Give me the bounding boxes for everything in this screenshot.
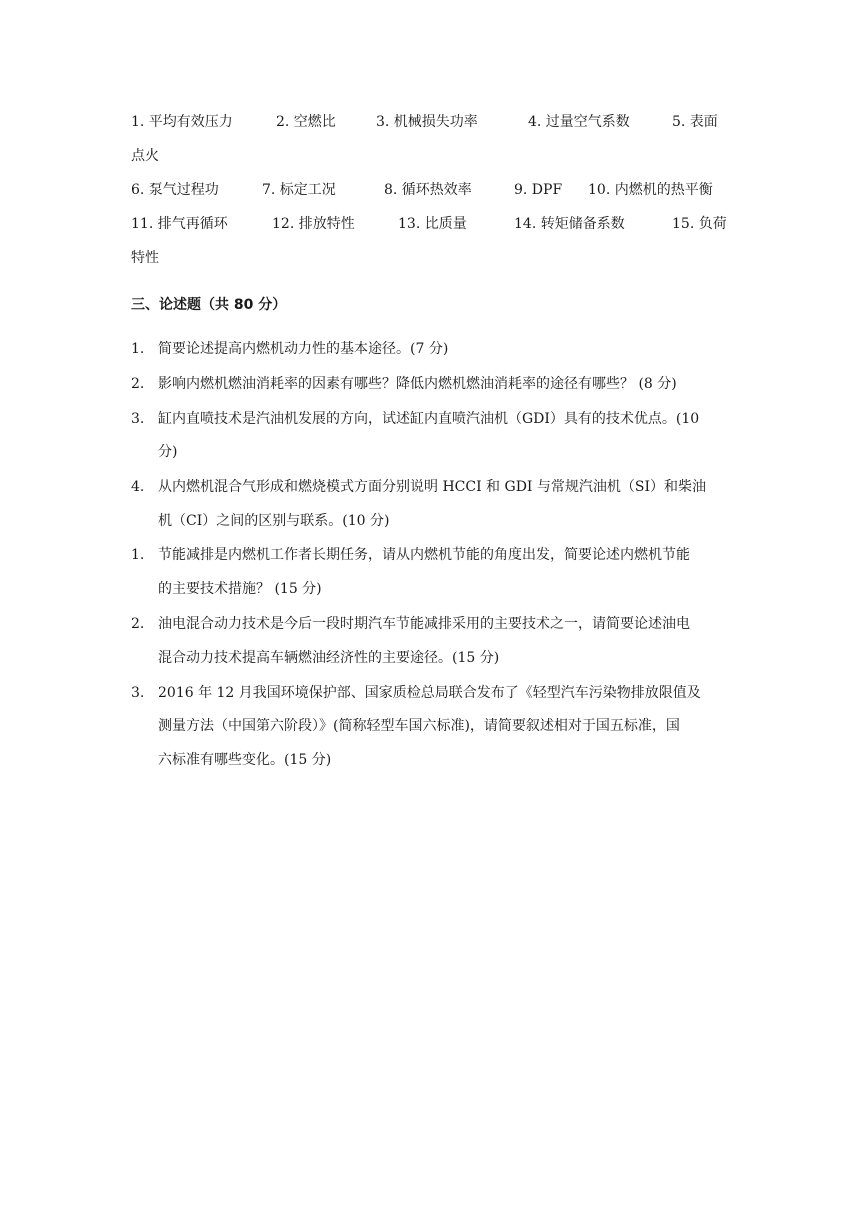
question-text-continued: 的主要技术措施？ (15 分) bbox=[158, 581, 322, 597]
term-13: 13. 比质量 bbox=[398, 216, 467, 232]
term-1: 1. 平均有效压力 bbox=[131, 114, 233, 130]
term-9: 9. DPF bbox=[514, 182, 563, 198]
question-number: 1. bbox=[131, 547, 145, 563]
term-5: 5. 表面 bbox=[672, 114, 718, 130]
term-15: 15. 负荷 bbox=[672, 216, 727, 232]
question-number: 4. bbox=[131, 479, 145, 495]
question-number: 3. bbox=[131, 411, 145, 427]
question-text: 缸内直喷技术是汽油机发展的方向，试述缸内直喷汽油机（GDI）具有的技术优点。(10 bbox=[158, 411, 700, 427]
question-number: 2. bbox=[131, 376, 145, 392]
question-text: 简要论述提高内燃机动力性的基本途径。(7 分) bbox=[158, 341, 449, 357]
term-11: 11. 排气再循环 bbox=[131, 216, 228, 232]
question-number: 1. bbox=[131, 341, 145, 357]
term-15-continued: 特性 bbox=[131, 250, 159, 266]
section-heading: 三、论述题（共 80 分） bbox=[131, 297, 287, 313]
term-5-continued: 点火 bbox=[131, 148, 159, 164]
question-text: 节能减排是内燃机工作者长期任务，请从内燃机节能的角度出发，简要论述内燃机节能 bbox=[158, 547, 690, 563]
question-text: 2016 年 12 月我国环境保护部、国家质检总局联合发布了《轻型汽车污染物排放限值及 bbox=[158, 685, 701, 701]
question-text: 从内燃机混合气形成和燃烧模式方面分别说明 HCCI 和 GDI 与常规汽油机（SI）和柴油 bbox=[158, 479, 707, 495]
question-text-continued: 机（CI）之间的区别与联系。(10 分) bbox=[158, 513, 390, 529]
question-text-continued: 分) bbox=[158, 444, 178, 460]
question-text: 油电混合动力技术是今后一段时期汽车节能减排采用的主要技术之一，请简要论述油电 bbox=[158, 616, 690, 632]
question-number: 3. bbox=[131, 685, 145, 701]
term-10: 10. 内燃机的热平衡 bbox=[588, 182, 713, 198]
question-text-continued: 混合动力技术提高车辆燃油经济性的主要途径。(15 分) bbox=[158, 650, 500, 666]
term-2: 2. 空燃比 bbox=[276, 114, 336, 130]
term-4: 4. 过量空气系数 bbox=[528, 114, 630, 130]
term-6: 6. 泵气过程功 bbox=[131, 182, 219, 198]
term-8: 8. 循环热效率 bbox=[384, 182, 472, 198]
term-12: 12. 排放特性 bbox=[272, 216, 355, 232]
term-3: 3. 机械损失功率 bbox=[376, 114, 478, 130]
question-text: 影响内燃机燃油消耗率的因素有哪些？降低内燃机燃油消耗率的途径有哪些？ (8 分) bbox=[158, 376, 677, 392]
term-7: 7. 标定工况 bbox=[262, 182, 336, 198]
question-text-continued: 测量方法（中国第六阶段）》(简称轻型车国六标准)，请简要叙述相对于国五标准，国 bbox=[158, 718, 680, 734]
question-number: 2. bbox=[131, 616, 145, 632]
question-text-continued: 六标准有哪些变化。(15 分) bbox=[158, 752, 332, 768]
term-14: 14. 转矩储备系数 bbox=[514, 216, 625, 232]
